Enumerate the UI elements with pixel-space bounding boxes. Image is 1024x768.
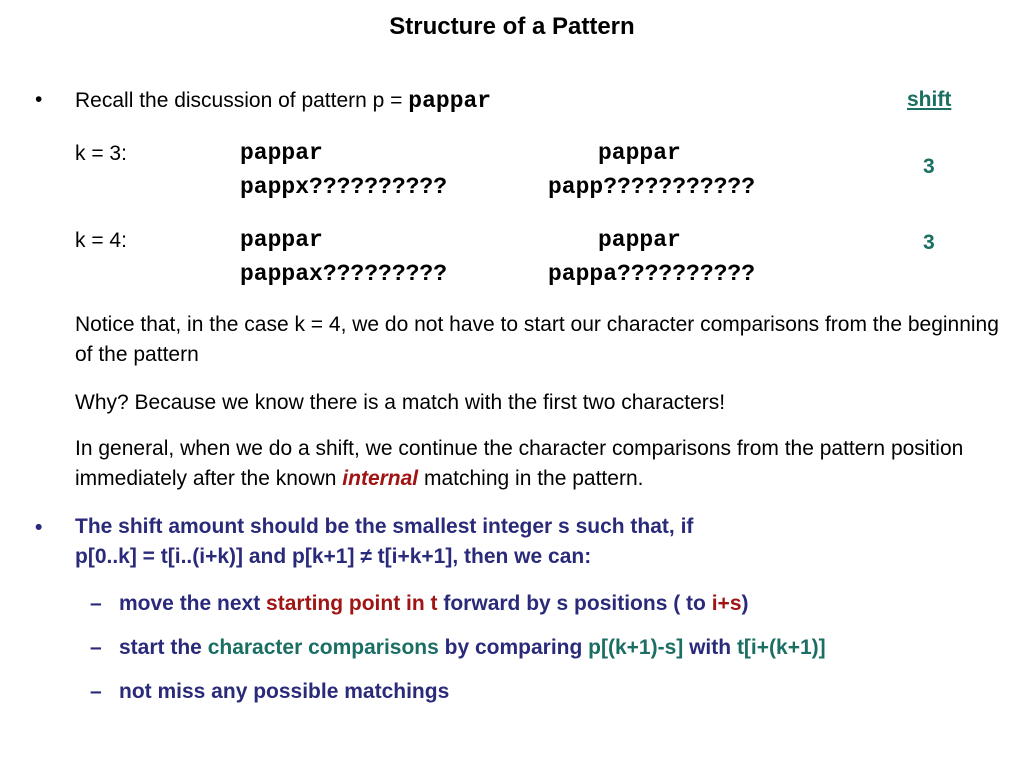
start-with: with: [683, 636, 737, 659]
dash-marker-start: –: [90, 636, 102, 659]
slide-title: Structure of a Pattern: [389, 13, 635, 40]
move-target: i+s: [711, 592, 742, 615]
bullet-marker-rule: •: [35, 516, 43, 539]
k3-pattern-before: pappar: [240, 140, 323, 166]
k4-pattern-before: pappar: [240, 227, 323, 253]
dash-marker-miss: –: [90, 680, 102, 703]
general-text-after: matching in the pattern.: [418, 467, 644, 490]
k4-pattern-after: pappar: [598, 227, 681, 253]
intro-pattern: pappar: [408, 88, 492, 114]
general-paragraph: [75, 434, 1005, 494]
shift-column-header: shift: [907, 88, 952, 111]
intro-line: [75, 88, 491, 114]
bullet-marker: •: [35, 88, 43, 111]
shift-rule: [75, 512, 1005, 572]
start-prefix: start the: [119, 636, 208, 659]
k4-text-after: pappa??????????: [548, 261, 756, 287]
sub-item-miss: not miss any possible matchings: [119, 680, 450, 703]
move-highlight: starting point in t: [266, 592, 438, 615]
k3-label: k = 3:: [75, 142, 127, 165]
dash-marker-move: –: [90, 592, 102, 615]
start-expr1: p[(k+1)-s]: [588, 636, 684, 659]
k3-text-before: pappx??????????: [240, 174, 448, 200]
shift-rule-line1: The shift amount should be the smallest integer s such that, if: [75, 515, 694, 538]
shift-rule-line2: p[0..k] = t[i..(i+k)] and p[k+1] ≠ t[i+k+1], then we can:: [75, 545, 592, 568]
k3-text-after: papp???????????: [548, 174, 756, 200]
general-text-before: In general, when we do a shift, we continue the character comparisons from the pattern position immediately after the known: [75, 437, 964, 490]
k4-text-before: pappax?????????: [240, 261, 448, 287]
start-middle: by comparing: [438, 636, 589, 659]
intro-text: Recall the discussion of pattern p =: [75, 89, 409, 112]
k3-pattern-after: pappar: [598, 140, 681, 166]
move-prefix: move the next: [119, 592, 267, 615]
k4-label: k = 4:: [75, 229, 127, 252]
start-highlight: character comparisons: [207, 636, 439, 659]
sub-item-start: [119, 636, 826, 660]
k3-shift-value: 3: [923, 155, 935, 178]
move-suffix: ): [741, 592, 749, 615]
notice-paragraph: Notice that, in the case k = 4, we do not have to start our character comparisons from the beginning of the pattern: [75, 313, 999, 366]
start-expr2: t[i+(k+1)]: [736, 636, 826, 659]
sub-item-move: [119, 592, 749, 616]
move-middle: forward by s positions ( to: [437, 592, 712, 615]
general-emphasis: internal: [342, 467, 419, 490]
k4-shift-value: 3: [923, 231, 935, 254]
why-paragraph: Why? Because we know there is a match with the first two characters!: [75, 391, 726, 414]
